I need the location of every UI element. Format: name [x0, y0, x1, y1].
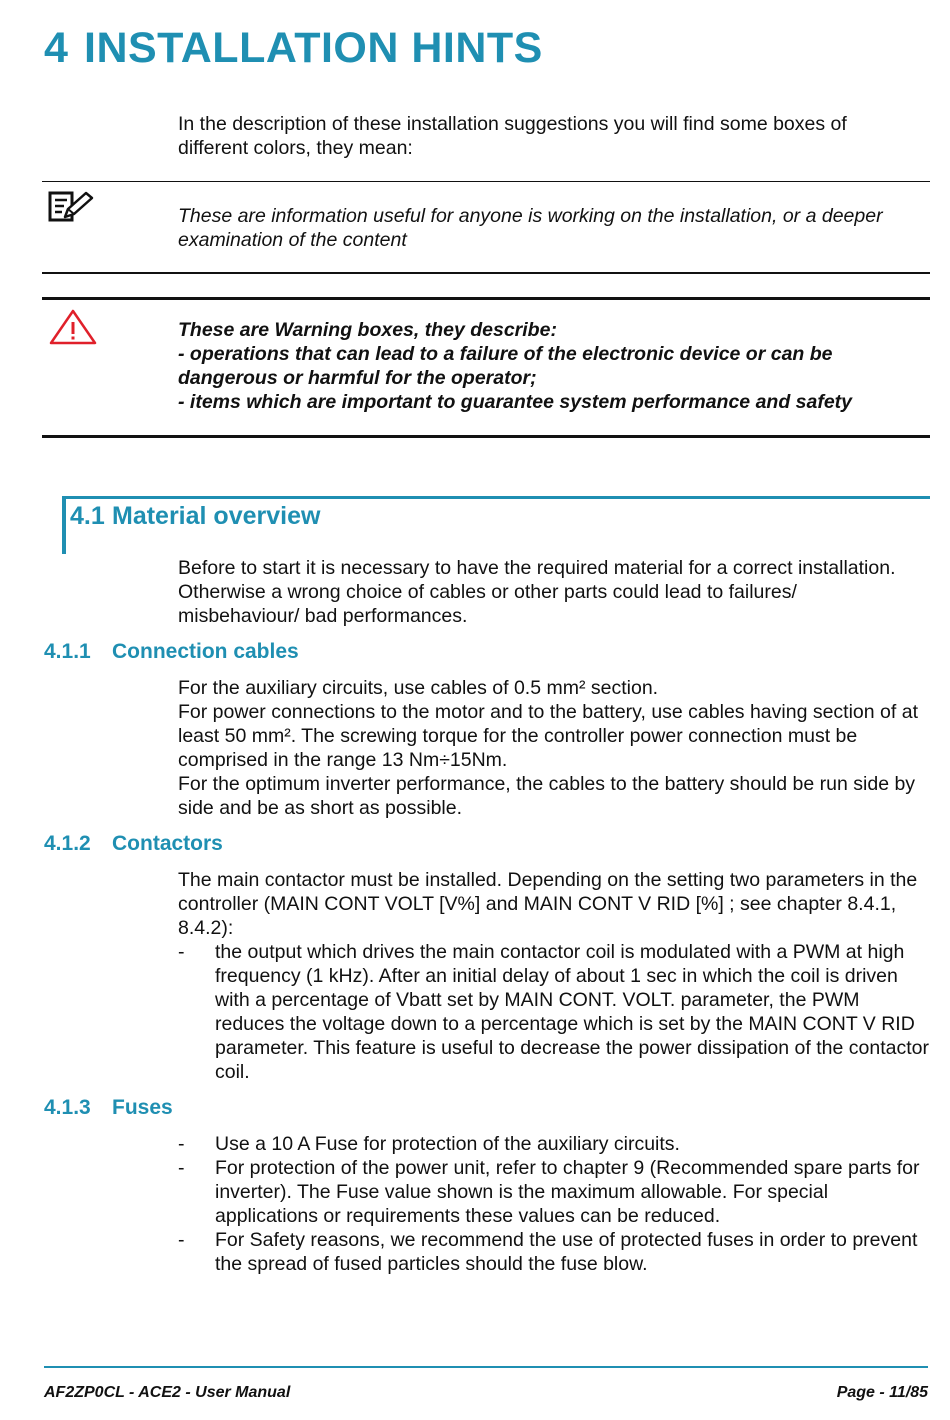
footer-page-number: Page - 11/85 — [836, 1384, 928, 1401]
warning-line-2: - operations that can lead to a failure of the electronic device or can be dangerous or harmful for the operator; — [178, 343, 833, 389]
list-item-text: Use a 10 A Fuse for protection of the auxiliary circuits. — [215, 1133, 680, 1155]
chapter-number: 4 — [44, 24, 69, 72]
chapter-title — [44, 24, 543, 73]
note-box-text: These are information useful for anyone is working on the installation, or a deeper examination of the content — [178, 205, 883, 251]
warning-line-1: These are Warning boxes, they describe: — [178, 319, 557, 341]
connection-cables-text — [178, 676, 930, 820]
warning-triangle-icon — [48, 308, 98, 346]
warning-box-top-rule — [42, 297, 930, 300]
subsection-title: Contactors — [112, 832, 223, 855]
paragraph: For power connections to the motor and to the battery, use cables having section of at least 50 mm². The screwing torque for the controller power connection must be comprised in the range 13 Nm÷15Nm. — [178, 701, 918, 771]
warning-box-text — [178, 318, 918, 414]
subsection-number: 4.1.1 — [44, 640, 91, 663]
list-item-text: For Safety reasons, we recommend the use of protected fuses in order to prevent the spread of fused particles should the fuse blow. — [215, 1229, 918, 1275]
footer-document-title: AF2ZP0CL - ACE2 - User Manual — [44, 1384, 291, 1401]
subsection-title: Fuses — [112, 1096, 173, 1119]
note-pencil-icon — [48, 190, 96, 224]
list-marker: - — [178, 1157, 185, 1179]
section-number: 4.1 — [70, 502, 105, 530]
subsection-title: Connection cables — [112, 640, 299, 663]
chapter-title-text: INSTALLATION HINTS — [84, 24, 543, 72]
subsection-number: 4.1.2 — [44, 832, 91, 855]
subsection-heading-fuses — [44, 1096, 173, 1120]
subsection-heading-connection-cables — [44, 640, 299, 664]
intro-paragraph: In the description of these installation suggestions you will find some boxes of different colors, they mean: — [178, 113, 847, 159]
list-item-text: For protection of the power unit, refer to chapter 9 (Recommended spare parts for inverter). The Fuse value shown is the maximum allowable. For special applications or requirements these values can be reduced. — [215, 1157, 920, 1227]
section-paragraph: Before to start it is necessary to have the required material for a correct installation. Otherwise a wrong choice of cables or other parts could lead to failures/ misbehaviour/ bad performances. — [178, 557, 896, 627]
subsection-number: 4.1.3 — [44, 1096, 91, 1119]
section-title-text: Material overview — [112, 502, 321, 530]
list-marker: - — [178, 1229, 185, 1251]
contactors-paragraph: The main contactor must be installed. Depending on the setting two parameters in the controller (MAIN CONT VOLT [V%] and MAIN CONT V RID [%] ; see chapter 8.4.1, 8.4.2): — [178, 869, 918, 939]
warning-line-3: - items which are important to guarantee system performance and safety — [178, 391, 853, 413]
subsection-heading-contactors — [44, 832, 223, 856]
list-marker: - — [178, 941, 185, 963]
footer-rule — [44, 1366, 928, 1368]
note-box-top-rule — [42, 181, 930, 182]
list-item-text: the output which drives the main contactor coil is modulated with a PWM at high frequency (1 kHz). After an initial delay of about 1 sec in which the coil is driven with a percentage of Vbatt set by MAIN CONT. VOLT. parameter, the PWM reduces the voltage down to a percentage which is set by the MAIN CONT V RID parameter. This feature is useful to decrease the power dissipation of the contactor coil. — [215, 941, 929, 1083]
note-box-bottom-rule — [42, 272, 930, 274]
list-marker: - — [178, 1133, 185, 1155]
paragraph: For the optimum inverter performance, the cables to the battery should be run side by side and be as short as possible. — [178, 773, 916, 819]
section-title — [70, 502, 320, 531]
paragraph: For the auxiliary circuits, use cables of 0.5 mm² section. — [178, 677, 659, 699]
warning-box-bottom-rule — [42, 435, 930, 438]
